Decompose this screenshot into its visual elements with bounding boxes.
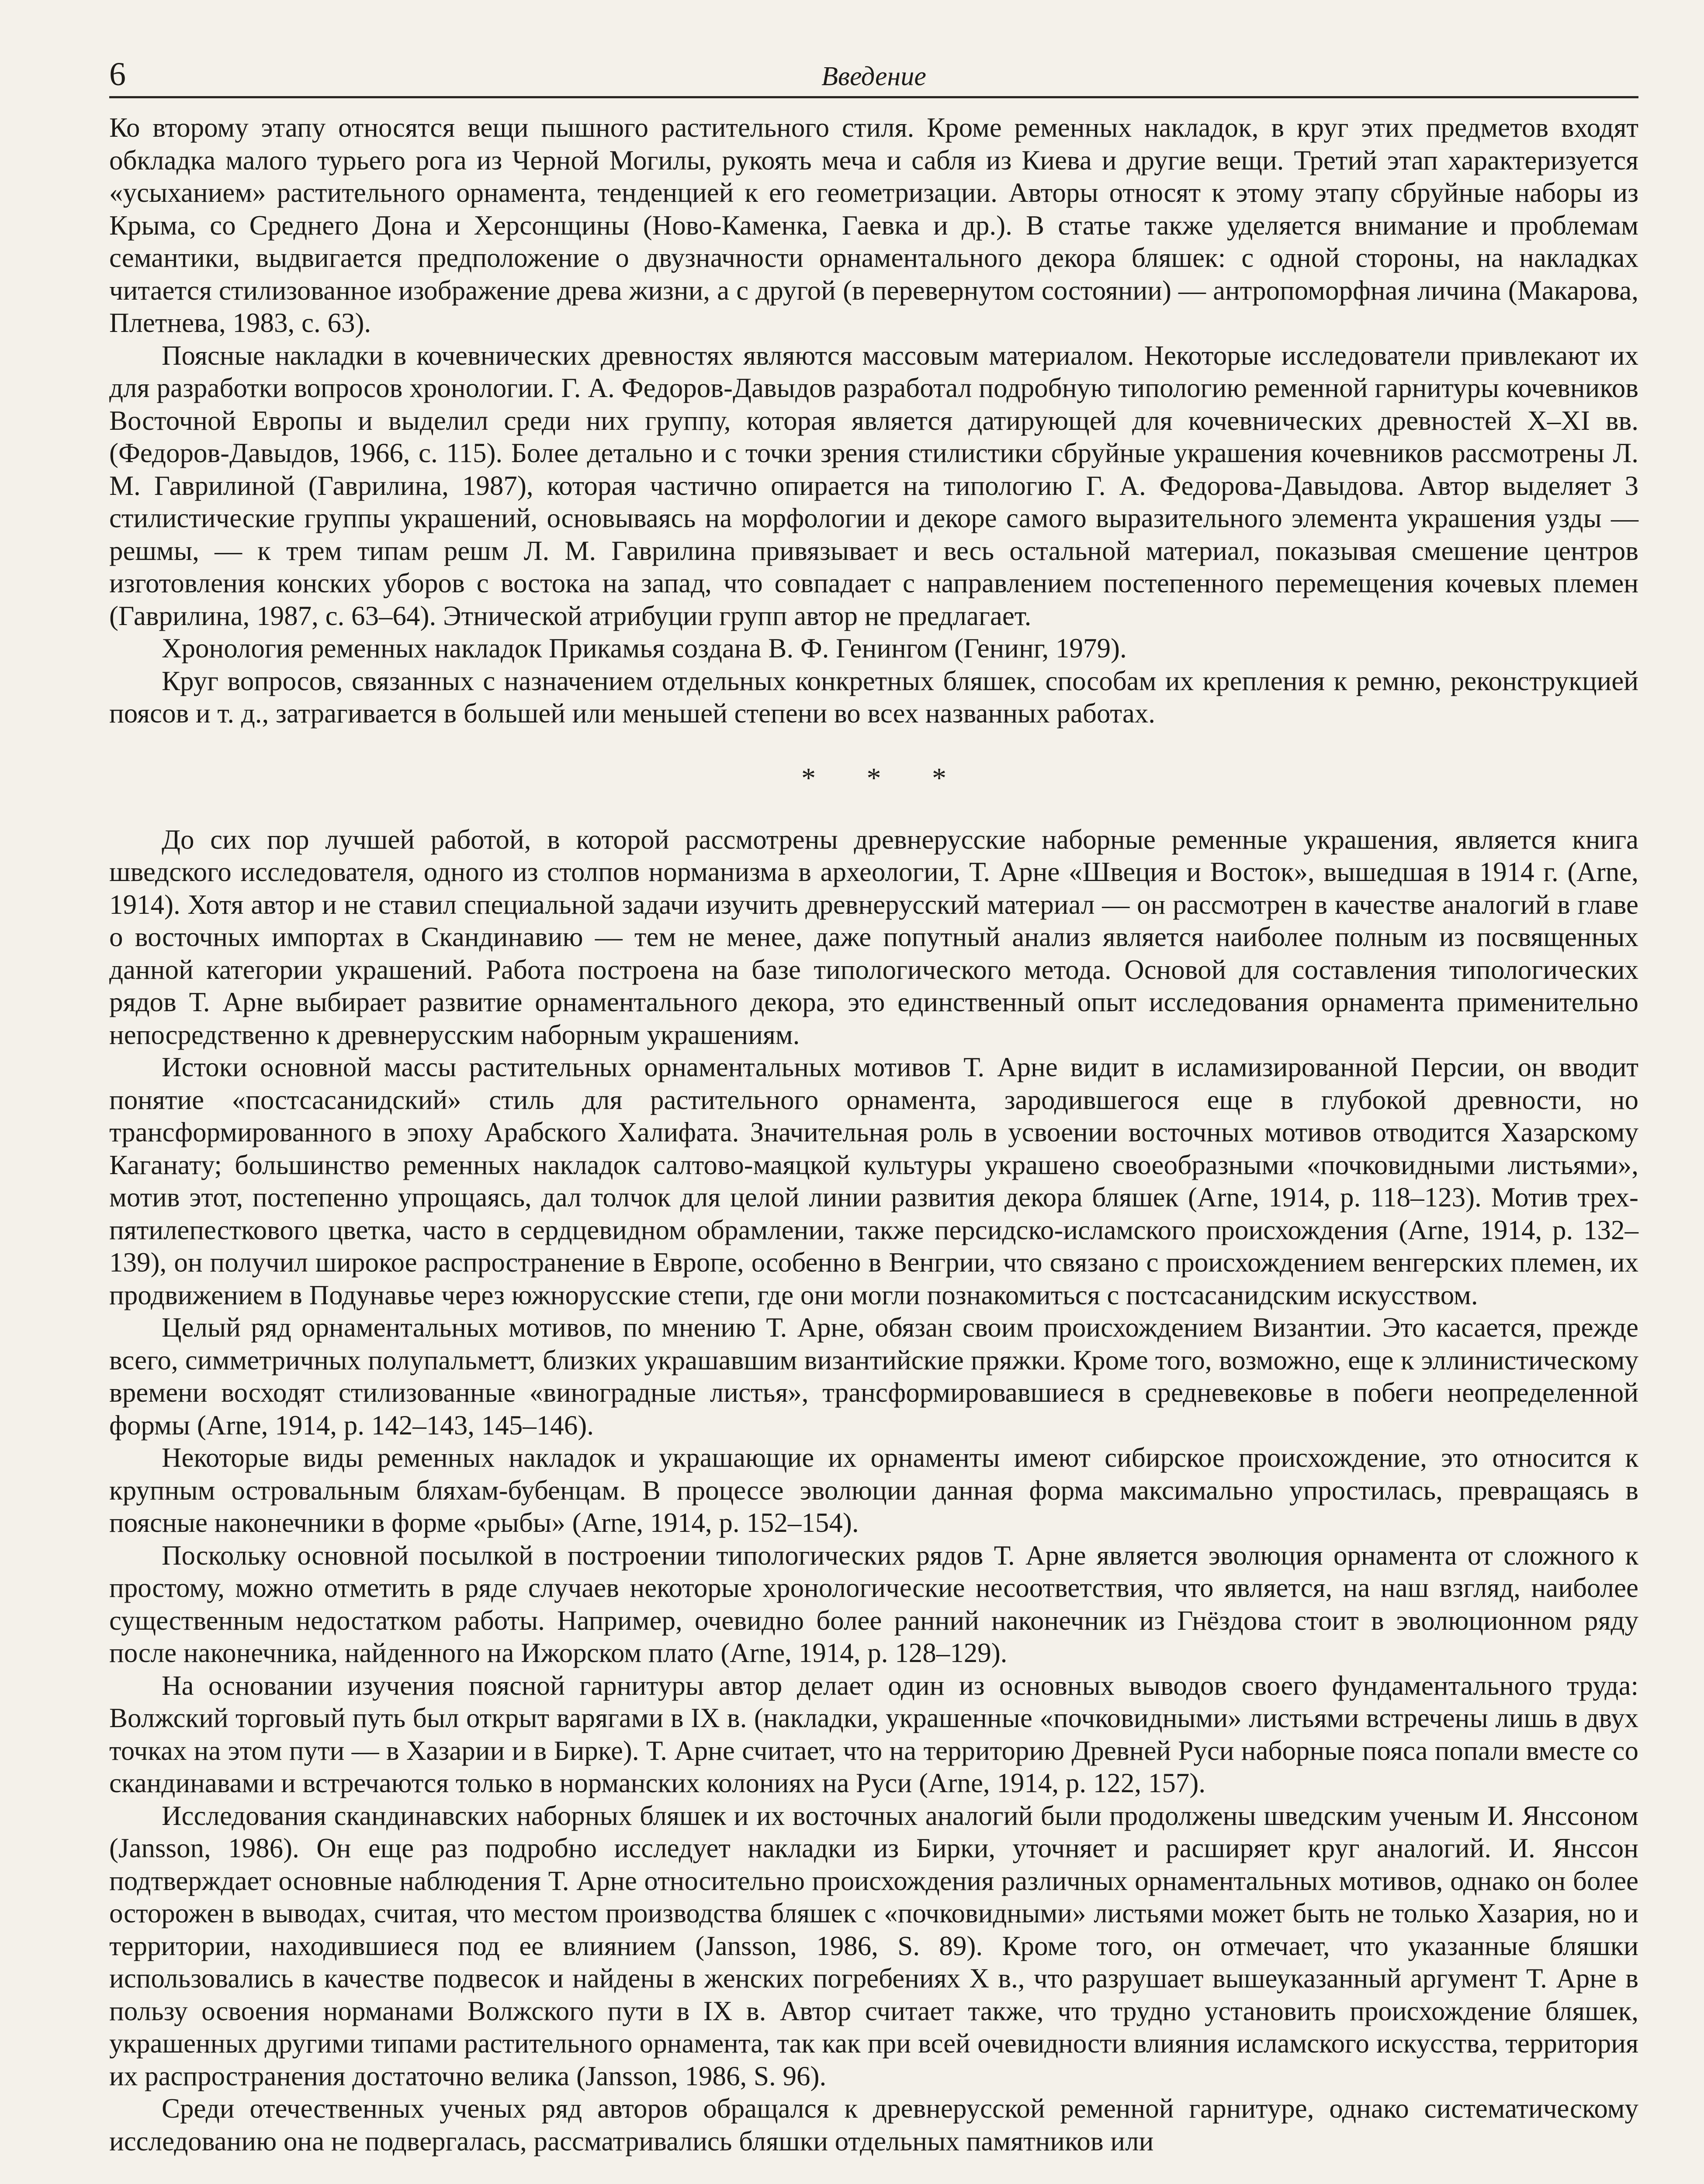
paragraph: Круг вопросов, связанных с назначением отдельных конкретных бляшек, способам их крепления к ремню, реконструкцией поясов и т. д., затрагивается в большей или меньшей степени во всех названных работах. (109, 665, 1638, 729)
paragraph: До сих пор лучшей работой, в которой рассмотрены древнерусские наборные ременные украшения, является книга шведского исследователя, одного из столпов норманизма в археологии, Т. Арне «Швеция и Восток», вышедшая в 1914 г. (Arne, 1914). Хотя автор и не ставил специальной задачи изучить древнерусский материал — он рассмотрен в качестве аналогий в главе о восточных импортах в Скандинавию — тем не менее, даже попутный анализ является наиболее полным из посвященных данной категории украшений. Работа построена на базе типологического метода. Основой для составления типологических рядов Т. Арне выбирает развитие орнаментального декора, это единственный опыт исследования орнамента применительно непосредственно к древнерусским наборным украшениям. (109, 824, 1638, 1050)
section-separator: * * * (801, 762, 968, 794)
section-2 (109, 823, 1638, 2158)
book-page (109, 52, 1638, 2184)
paragraph: Некоторые виды ременных накладок и украшающие их орнаменты имеют сибирское происхождение, это относится к крупным островальным бляхам-бубенцам. В процессе эволюции данная форма максимально упростилась, превращаясь в поясные наконечники в форме «рыбы» (Arne, 1914, p. 152–154). (109, 1442, 1638, 1538)
paragraph: Хронология ременных накладок Прикамья создана В. Ф. Генингом (Генинг, 1979). (162, 633, 1127, 663)
paragraph: Поясные накладки в кочевнических древностях являются массовым материалом. Некоторые исследователи привлекают их для разработки вопросов хронологии. Г. А. Федоров-Давыдов разработал подробную типологию ременной гарнитуры кочевников Восточной Европы и выделил среди них группу, которая является датирующей для кочевнических древностей X–XI вв. (Федоров-Давыдов, 1966, с. 115). Более детально и с точки зрения стилистики сбруйные украшения кочевников рассмотрены Л. М. Гаврилиной (Гаврилина, 1987), которая частично опирается на типологию Г. А. Федорова-Давыдова. Автор выделяет 3 стилистические группы украшений, основываясь на морфологии и декоре самого выразительного элемента украшения узды — решмы, — к трем типам решм Л. М. Гаврилина привязывает и весь остальной материал, показывая смешение центров изготовления конских уборов с востока на запад, что совпадает с направлением постепенного перемещения кочевых племен (Гаврилина, 1987, с. 63–64). Этнической атрибуции групп автор не предлагает. (109, 340, 1638, 631)
paragraph: Поскольку основной посылкой в построении типологических рядов Т. Арне является эволюция орнамента от сложного к простому, можно отметить в ряде случаев некоторые хронологические несоответствия, что является, на наш взгляд, наиболее существенным недостатком работы. Например, очевидно более ранний наконечник из Гнёздова стоит в эволюционном ряду после наконечника, найденного на Ижорском плато (Arne, 1914, p. 128–129). (109, 1540, 1638, 1668)
paragraph: Истоки основной массы растительных орнаментальных мотивов Т. Арне видит в исламизированной Персии, он вводит понятие «постсасанидский» стиль для растительного орнамента, зародившегося еще в глубокой древности, но трансформированного в эпоху Арабского Халифата. Значительная роль в усвоении восточных мотивов отводится Хазарскому Каганату; большинство ременных накладок салтово-маяцкой культуры украшено своеобразными «почковидными листьями», мотив этот, постепенно упрощаясь, дал толчок для целой линии развития декора бляшек (Arne, 1914, p. 118–123). Мотив трех-пятилепесткового цветка, часто в сердцевидном обрамлении, также персидско-исламского происхождения (Arne, 1914, p. 132–139), он получил широкое распространение в Европе, особенно в Венгрии, что связано с происхождением венгерских племен, их продвижением в Подунавье через южнорусские степи, где они могли познакомиться с постсасанидским искусством. (109, 1052, 1638, 1310)
paragraph: Ко второму этапу относятся вещи пышного растительного стиля. Кроме ременных накладок, в круг этих предметов входят обкладка малого турьего рога из Черной Могилы, рукоять меча и сабля из Киева и другие вещи. Третий этап характеризуется «усыханием» растительного орнамента, тенденцией к его геометризации. Авторы относят к этому этапу сбруйные наборы из Крыма, со Среднего Дона и Херсонщины (Ново-Каменка, Гаевка и др.). В статье также уделяется внимание и проблемам семантики, выдвигается предположение о двузначности орнаментального декора бляшек: с одной стороны, на накладках читается стилизованное изображение древа жизни, а с другой (в перевернутом состоянии) — антропоморфная личина (Макарова, Плетнева, 1983, с. 63). (109, 112, 1638, 338)
page-number: 6 (109, 56, 126, 93)
running-title: Введение (821, 62, 926, 91)
section-1 (109, 111, 1638, 730)
paragraph: Исследования скандинавских наборных бляшек и их восточных аналогий были продолжены шведским ученым И. Янссоном (Jansson, 1986). Он еще раз подробно исследует накладки из Бирки, уточняет и расширяет круг аналогий. И. Янссон подтверждает основные наблюдения Т. Арне относительно происхождения различных орнаментальных мотивов, однако он более осторожен в выводах, считая, что местом производства бляшек с «почковидными» листьями может быть не только Хазария, но и территории, находившиеся под ее влиянием (Jansson, 1986, S. 89). Кроме того, он отмечает, что указанные бляшки использовались в качестве подвесок и найдены в женских погребениях X в., что разрушает вышеуказанный аргумент Т. Арне в пользу освоения норманами Волжского пути в IX в. Автор считает также, что трудно установить происхождение бляшек, украшенных другими типами растительного орнамента, так как при всей очевидности влияния исламского искусства, территория их распространения достаточно велика (Jansson, 1986, S. 96). (109, 1800, 1638, 2091)
paragraph: Целый ряд орнаментальных мотивов, по мнению Т. Арне, обязан своим происхождением Византии. Это касается, прежде всего, симметричных полупальметт, близких украшавшим византийские пряжки. Кроме того, возможно, еще к эллинистическому времени восходят стилизованные «виноградные листья», трансформировавшиеся в средневековье в побеги неопределенной формы (Arne, 1914, p. 142–143, 145–146). (109, 1312, 1638, 1441)
page-header (109, 52, 1638, 98)
paragraph: Среди отечественных ученых ряд авторов обращался к древнерусской ременной гарнитуре, однако систематическому исследованию она не подвергалась, рассматривались бляшки отдельных памятников или (109, 2093, 1638, 2156)
paragraph: На основании изучения поясной гарнитуры автор делает один из основных выводов своего фундаментального труда: Волжский торговый путь был открыт варягами в IX в. (накладки, украшенные «почковидными» листьями встречены лишь в двух точках на этом пути — в Хазарии и в Бирке). Т. Арне считает, что на территорию Древней Руси наборные пояса попали вместе со скандинавами и встречаются только в норманских колониях на Руси (Arne, 1914, p. 122, 157). (109, 1670, 1638, 1798)
